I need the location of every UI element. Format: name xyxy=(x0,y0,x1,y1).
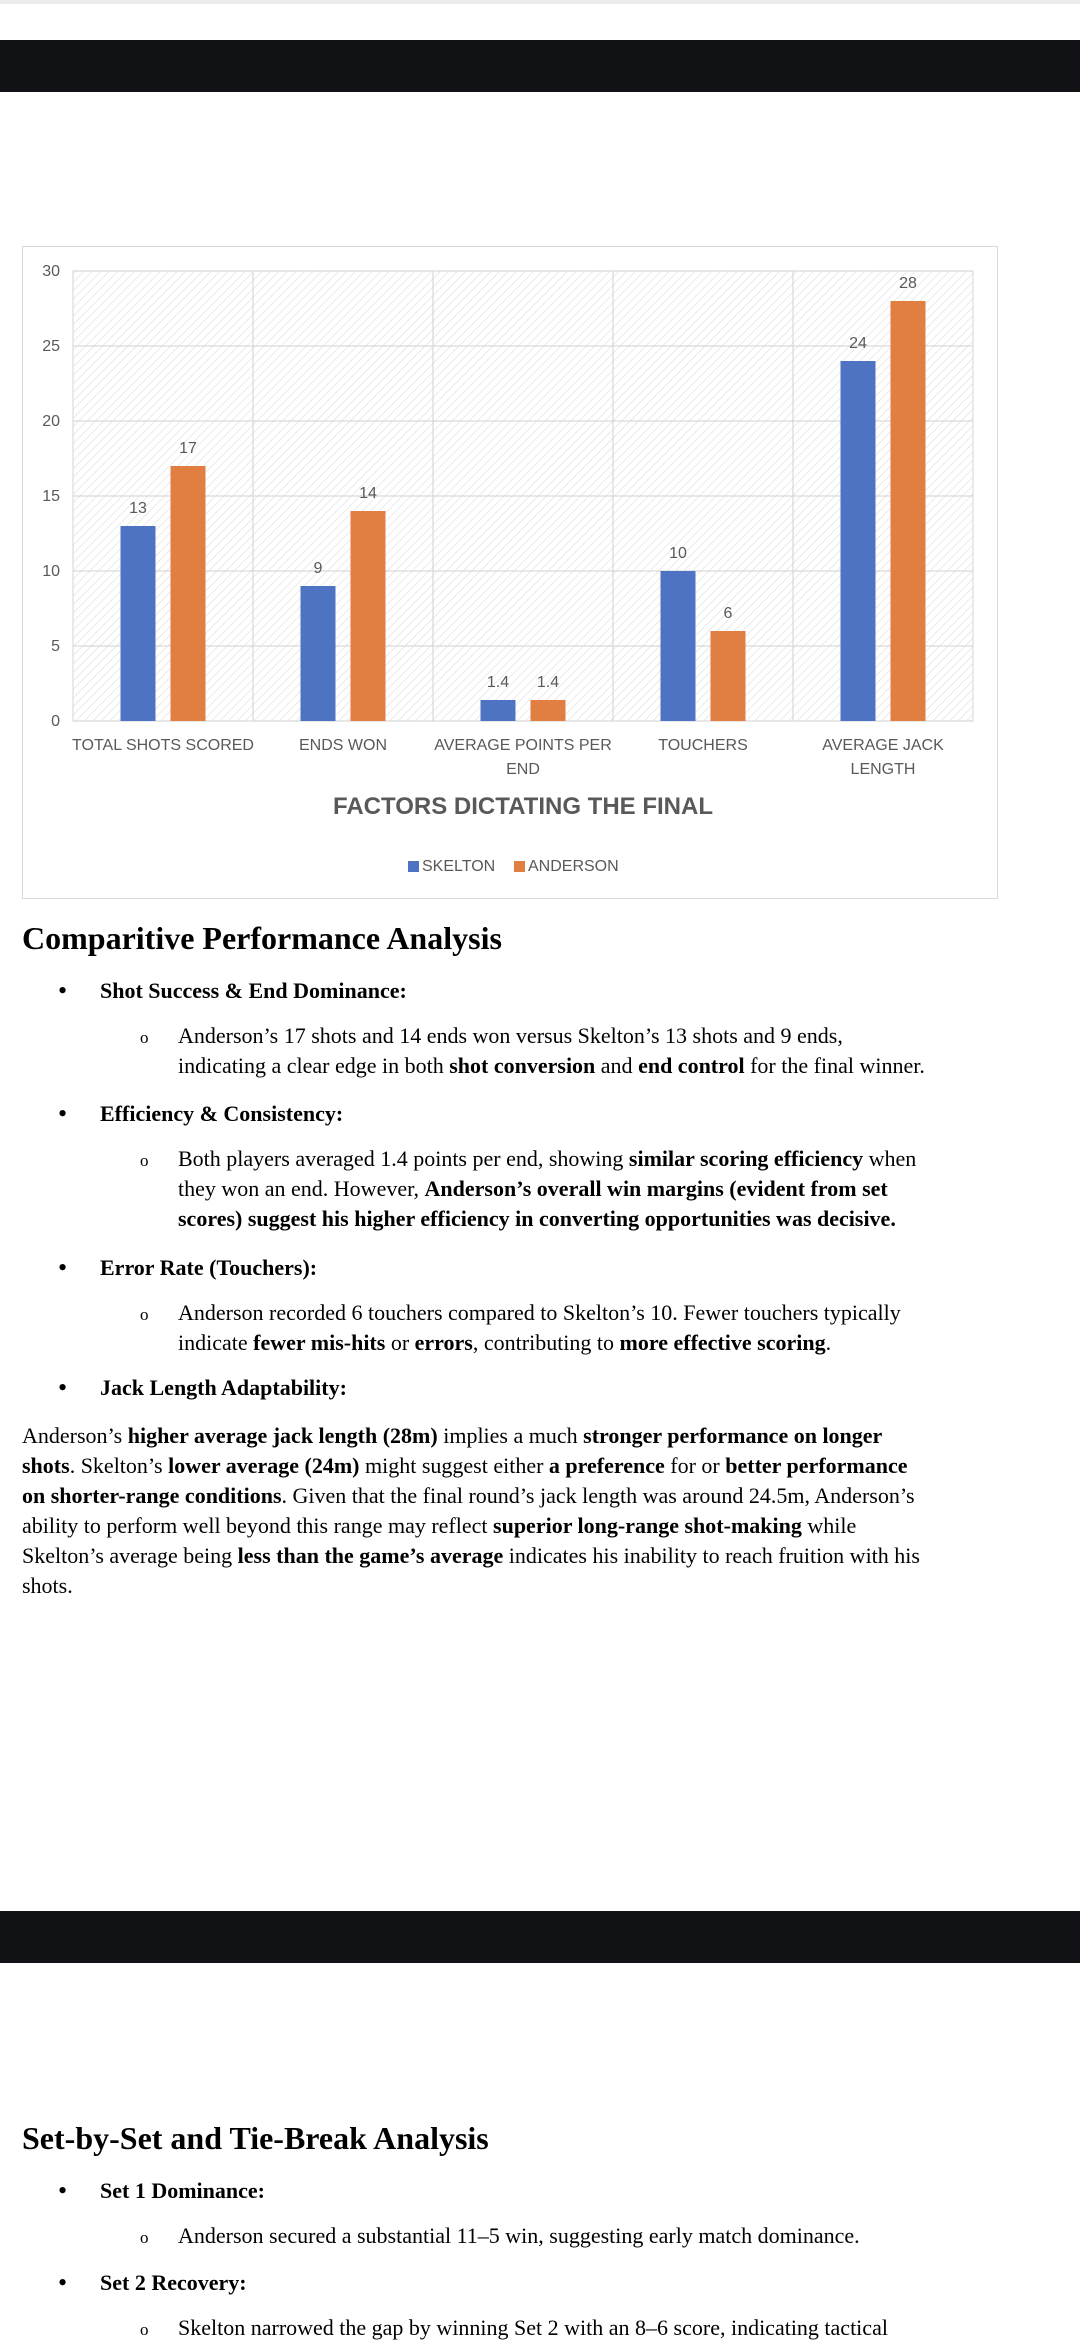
heading-efficiency: Efficiency & Consistency: xyxy=(100,1101,344,1126)
y-tick-label: 10 xyxy=(42,563,60,580)
data-label-anderson: 1.4 xyxy=(536,674,560,691)
data-label-skelton: 10 xyxy=(669,545,687,562)
data-label-anderson: 14 xyxy=(359,485,377,502)
legend-label-anderson: ANDERSON xyxy=(528,858,619,875)
x-tick-label: ENDS WON xyxy=(299,737,387,754)
legend-label-skelton: SKELTON xyxy=(422,858,496,875)
y-tick-label: 15 xyxy=(42,488,60,505)
bullet: • xyxy=(58,1099,68,1128)
chart-title: FACTORS DICTATING THE FINAL xyxy=(333,793,713,820)
legend-swatch-anderson xyxy=(514,861,525,872)
bar-anderson xyxy=(351,511,386,721)
bar-chart xyxy=(23,247,997,898)
heading-set1: Set 1 Dominance: xyxy=(100,2178,265,2203)
legend xyxy=(408,858,619,875)
x-tick-label: END xyxy=(506,761,540,778)
bullet: • xyxy=(58,1253,68,1282)
x-tick-label: LENGTH xyxy=(850,761,916,778)
data-label-anderson: 6 xyxy=(723,605,733,622)
bar-anderson xyxy=(531,700,566,721)
y-tick-label: 5 xyxy=(51,638,60,655)
text-shot-success: Anderson’s 17 shots and 14 ends won versus Skelton’s 13 shots and 9 ends, indicating a clear edge in both shot conversion and end control for the final winner. xyxy=(178,1023,925,1078)
bar-skelton xyxy=(841,361,876,721)
heading-jack-length: Jack Length Adaptability: xyxy=(100,1375,347,1400)
bullet: • xyxy=(58,2268,68,2297)
x-tick-label: TOTAL SHOTS SCORED xyxy=(72,737,254,754)
y-tick-label: 30 xyxy=(42,263,60,280)
data-label-skelton: 24 xyxy=(849,335,867,352)
heading-set2: Set 2 Recovery: xyxy=(100,2270,247,2295)
y-tick-label: 0 xyxy=(51,713,60,730)
bar-skelton xyxy=(121,526,156,721)
data-label-skelton: 13 xyxy=(129,500,147,517)
sub-bullet: o xyxy=(140,2320,149,2339)
bullet: • xyxy=(58,976,68,1005)
bar-anderson xyxy=(711,631,746,721)
sub-bullet: o xyxy=(140,1151,149,1170)
data-label-anderson: 17 xyxy=(179,440,197,457)
text-efficiency: Both players averaged 1.4 points per end, showing similar scoring efficiency when they won an end. However, Anderson’s overall win margins (evident from set scores) suggest his higher efficiency in converting opportunities was decisive. xyxy=(178,1146,917,1231)
x-tick-label: TOUCHERS xyxy=(658,737,748,754)
bar-skelton xyxy=(661,571,696,721)
bar-anderson xyxy=(171,466,206,721)
bullet: • xyxy=(58,2176,68,2205)
page-break-bar xyxy=(0,40,1080,92)
chart-container xyxy=(22,246,998,899)
x-tick-label: AVERAGE JACK xyxy=(822,737,944,754)
section-title-set-analysis: Set-by-Set and Tie-Break Analysis xyxy=(22,2120,489,2156)
text-error-rate: Anderson recorded 6 touchers compared to Skelton’s 10. Fewer touchers typically indicate fewer mis-hits or errors, contributing to more effective scoring. xyxy=(178,1300,901,1355)
data-label-anderson: 28 xyxy=(899,275,917,292)
heading-shot-success: Shot Success & End Dominance: xyxy=(100,978,407,1003)
top-edge xyxy=(0,0,1080,4)
section-title-performance: Comparitive Performance Analysis xyxy=(22,920,502,956)
text-set2: Skelton narrowed the gap by winning Set 2 with an 8–6 score, indicating tactical xyxy=(178,2315,888,2340)
bar-skelton xyxy=(481,700,516,721)
paragraph-jack-length: Anderson’s higher average jack length (28m) implies a much stronger performance on longer shots. Skelton’s lower average (24m) might suggest either a preference for or better performance on shorter-range conditions. Given that the final round’s jack length was around 24.5m, Anderson’s ability to perform well beyond this range may reflect superior long-range shot-making while Skelton’s average being less than the game’s average indicates his inability to reach fruition with his shots. xyxy=(22,1423,920,1598)
sub-bullet: o xyxy=(140,1305,149,1324)
x-tick-label: AVERAGE POINTS PER xyxy=(434,737,612,754)
bullet: • xyxy=(58,1373,68,1402)
y-tick-label: 25 xyxy=(42,338,60,355)
data-label-skelton: 1.4 xyxy=(486,674,510,691)
data-label-skelton: 9 xyxy=(313,560,323,577)
sub-bullet: o xyxy=(140,1028,149,1047)
y-tick-label: 20 xyxy=(42,413,60,430)
heading-error-rate: Error Rate (Touchers): xyxy=(100,1255,318,1280)
bar-anderson xyxy=(891,301,926,721)
bar-skelton xyxy=(301,586,336,721)
sub-bullet: o xyxy=(140,2228,149,2247)
text-set1: Anderson secured a substantial 11–5 win, suggesting early match dominance. xyxy=(178,2223,860,2248)
page-break-bar xyxy=(0,1911,1080,1963)
legend-swatch-skelton xyxy=(408,861,419,872)
